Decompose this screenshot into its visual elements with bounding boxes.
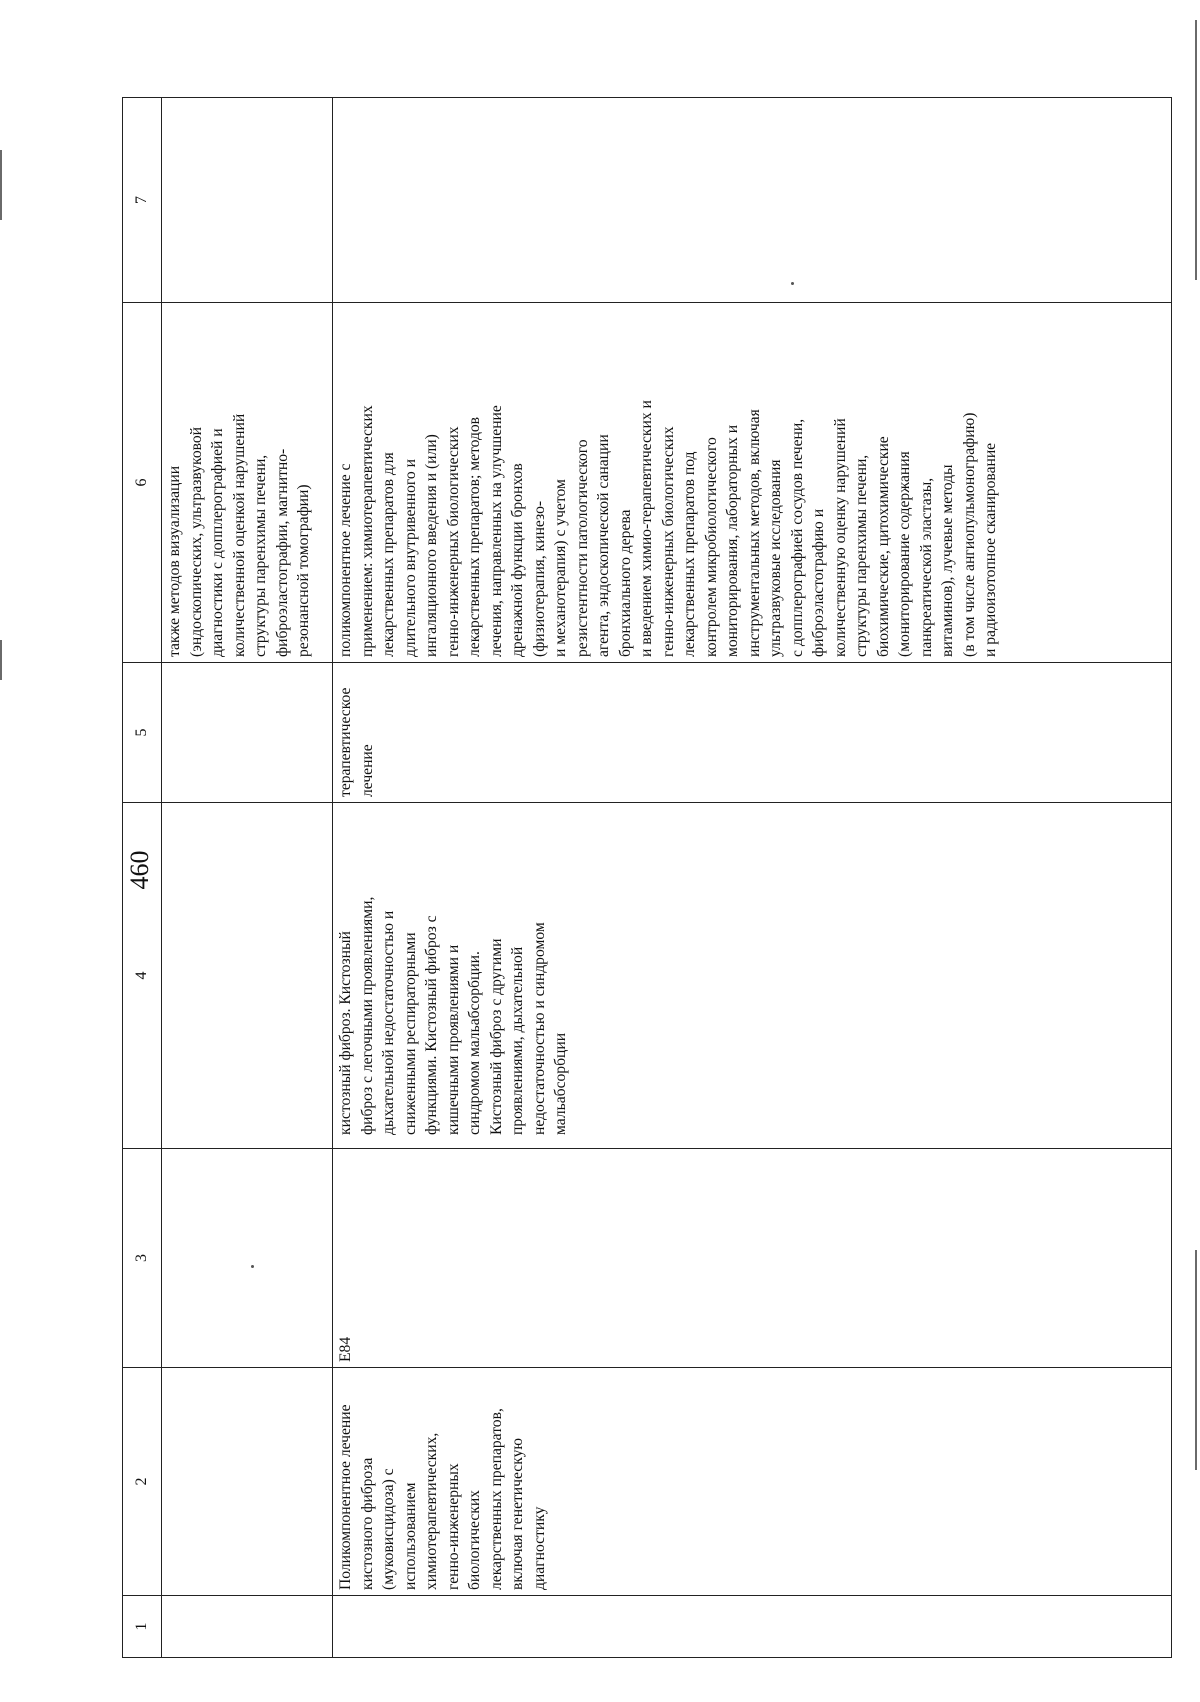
services-table: [122, 97, 1172, 1658]
column-number-5: 5: [123, 663, 162, 803]
text-line: лекарственных препаратов,: [487, 1408, 505, 1590]
scan-edge-mark: [1195, 1250, 1197, 1470]
table-wrapper: [122, 98, 1172, 1658]
column-number-2: 2: [123, 1368, 162, 1596]
text-line: с допплерографией сосудов печени,: [788, 418, 806, 657]
text-line: биохимические, цитохимические: [874, 436, 892, 657]
text-line: терапевтическое: [337, 687, 354, 797]
column-number-1: 1: [123, 1596, 162, 1658]
text-line: количественную оценку нарушений: [831, 418, 849, 657]
treatment-type-text: [335, 668, 378, 797]
text-line: недостаточностью и синдромом: [530, 922, 548, 1135]
text-line: (мониторирование содержания: [896, 451, 913, 657]
methods-continuation-text: [164, 308, 315, 657]
text-line: бронхиального дерева: [616, 509, 634, 657]
row-number-cell: [333, 1596, 1172, 1658]
text-line: кистозный фиброз. Кистозный: [337, 931, 354, 1135]
text-line: фиброз с легочными проявлениями,: [358, 896, 376, 1135]
cont-cell-4: [162, 803, 333, 1149]
icd-code: E84: [337, 1336, 354, 1362]
text-line: резонансной томографии): [295, 484, 312, 657]
text-line: синдромом мальабсорбции.: [466, 951, 483, 1135]
text-line: диагностики с допплерографией и: [209, 428, 226, 657]
treatment-type-cell: [333, 663, 1172, 803]
text-line: (физиотерапия, кинезо-: [530, 500, 548, 657]
text-line: дренажной функции бронхов: [509, 463, 526, 657]
text-line: количественной оценкой нарушений: [230, 413, 248, 657]
text-line: Поликомпонентное лечение: [337, 1404, 354, 1590]
text-line: диагностику: [530, 1506, 548, 1590]
text-line: контролем микробиологического: [702, 437, 720, 657]
model-patient-cell: [333, 803, 1172, 1149]
text-line: ингаляционного введения и (или): [423, 434, 440, 657]
text-line: и радиоизотопное сканирование: [982, 442, 999, 657]
treatment-method-cell: [333, 303, 1172, 663]
text-line: генно-инженерных: [444, 1463, 462, 1590]
scan-edge-mark: [0, 150, 2, 220]
text-line: сниженными респираторными: [401, 932, 419, 1135]
text-line: поликомпонентное лечение с: [337, 463, 354, 657]
cont-cell-6: [162, 303, 333, 663]
scan-edge-mark: [1195, 20, 1197, 280]
column-number-6: 6: [123, 303, 162, 663]
text-line: (муковисцидоза) с: [380, 1468, 397, 1590]
text-line: функциями. Кистозный фиброз с: [423, 915, 440, 1135]
treatment-name-cell: [333, 1368, 1172, 1596]
text-line: лечение: [358, 744, 376, 797]
model-patient-text: [335, 808, 572, 1143]
text-line: структуры паренхимы печени,: [252, 454, 269, 657]
cystic-fibrosis-row: [333, 98, 1172, 1658]
text-line: мониторирования, лабораторных и: [724, 424, 741, 657]
text-line: использованием: [401, 1482, 419, 1590]
column-number-row: [123, 98, 162, 1658]
text-line: агента, эндоскопической санации: [595, 434, 612, 657]
text-line: применением: химиотерапевтических: [358, 405, 376, 657]
cont-cell-3: [162, 1149, 333, 1368]
text-line: лекарственных препаратов; методов: [466, 416, 483, 657]
text-line: лечения, направленных на улучшение: [487, 405, 505, 657]
continued-row: [162, 98, 333, 1658]
cont-cell-5: [162, 663, 333, 803]
column-number-7: 7: [123, 98, 162, 303]
scan-edge-mark: [0, 640, 2, 680]
text-line: проявлениями, дыхательной: [509, 946, 526, 1135]
column-number-4: 4: [123, 803, 162, 1149]
cont-cell-2: [162, 1368, 333, 1596]
text-line: Кистозный фиброз с другими: [487, 938, 505, 1135]
text-line: ультразвуковые исследования: [767, 459, 784, 657]
text-line: химиотерапевтических,: [423, 1432, 440, 1590]
text-line: генно-инженерных биологических: [659, 426, 677, 657]
text-line: дыхательной недостаточностью и: [380, 910, 397, 1135]
text-line: лекарственных препаратов для: [380, 452, 397, 657]
text-line: фиброэластографии, магнитно-: [273, 448, 291, 657]
page-number: 460: [125, 850, 154, 890]
text-line: фиброэластографию и: [810, 508, 827, 657]
text-line: (эндоскопических, ультразвуковой: [187, 426, 205, 657]
empty-cell-7: [333, 98, 1172, 303]
text-line: кистозного фиброза: [358, 1457, 376, 1590]
rotated-table-frame: [122, 98, 1172, 1658]
text-line: витаминов), лучевые методы: [939, 464, 956, 657]
cont-cell-7: [162, 98, 333, 303]
text-line: генно-инженерных биологических: [444, 426, 462, 657]
text-line: инструментальных методов, включая: [745, 409, 763, 657]
text-line: мальабсорбции: [552, 1032, 569, 1135]
text-line: структуры паренхимы печени,: [853, 454, 870, 657]
text-line: биологических: [466, 1490, 483, 1590]
cont-cell-1: [162, 1596, 333, 1658]
icd-code-cell: [333, 1149, 1172, 1368]
text-line: резистентности патологического: [573, 439, 591, 657]
text-line: и механотерапия) с учетом: [552, 479, 569, 657]
text-line: (в том числе ангиопульмонографию): [960, 412, 978, 657]
text-line: и введением химио-терапевтических и: [638, 400, 655, 657]
column-number-3: 3: [123, 1149, 162, 1368]
text-line: кишечными проявлениями и: [444, 944, 462, 1135]
treatment-method-text: [335, 308, 1002, 657]
text-line: длительного внутривенного и: [401, 459, 419, 657]
text-line: включая генетическую: [509, 1437, 526, 1590]
text-line: также методов визуализации: [166, 465, 183, 657]
text-line: панкреатической эластазы,: [917, 477, 935, 657]
treatment-name-text: [335, 1373, 550, 1590]
text-line: лекарственных препаратов под: [681, 451, 698, 657]
